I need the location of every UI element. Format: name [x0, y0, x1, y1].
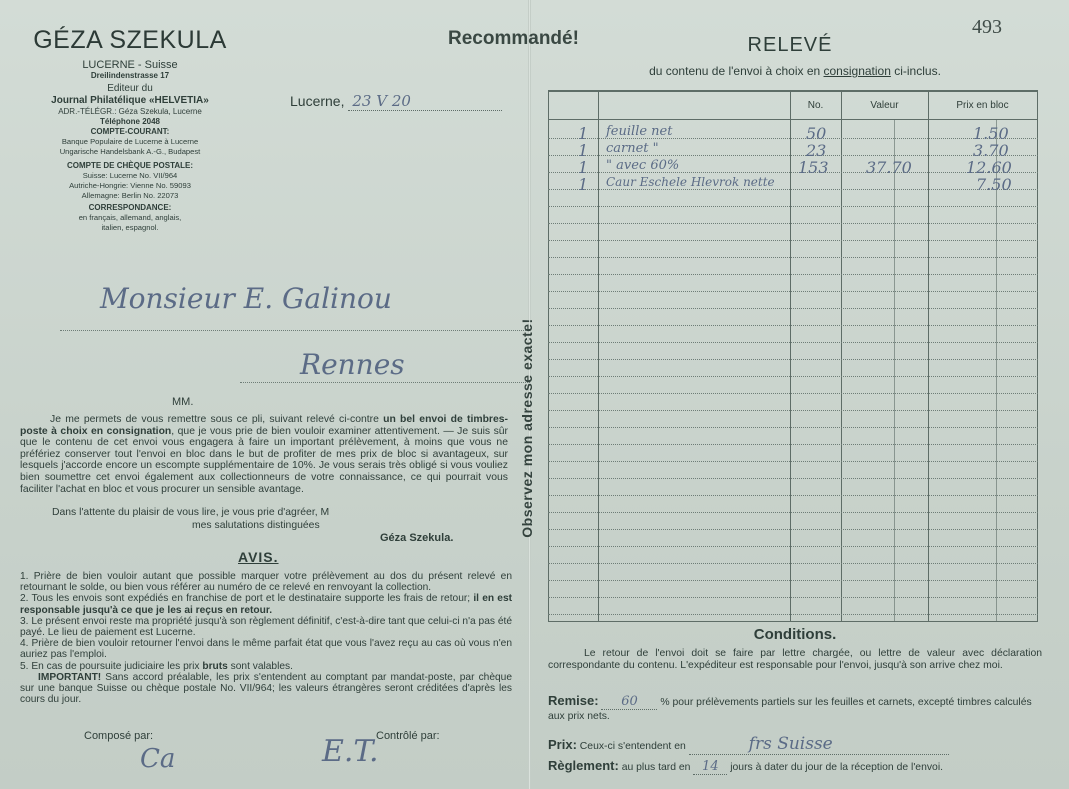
letter-closing-1: Dans l'attente du plaisir de vous lire, je vous prie d'agréer, M: [52, 507, 330, 518]
table-ruling-line: [548, 478, 1038, 479]
conditions-title: Conditions.: [753, 626, 837, 643]
table-ruling-line: [548, 410, 1038, 411]
letter-text-c: , que je vous prie de bien vouloir examiner attentivement. — Je suis sûr que le contenu de cet envoi vous engagera à faire un important prélèvement, à moins que vous ne préfériez conserver tout l'envoi en bloc dans le but de profiter de mes prix de bloc si avantageux, sur lesquels j'accorde encore un escompte supplémentaire de 10%. Je vous serais très obligé si vous vouliez bien soumettre cet envoi également aux collectionneurs de votre connaissance, ce qui pourrait vous faciliter l'achat en bloc et vous procurer un sensible avantage.: [20, 425, 508, 495]
compte-courant-2: Ungarische Handelsbank A.-G., Budapest: [59, 147, 201, 156]
table-ruling-line: [548, 512, 1038, 513]
col-header-valeur: Valeur: [870, 100, 899, 111]
avis-item-5-c: sont valables.: [227, 660, 293, 672]
table-ruling-line: [548, 325, 1038, 326]
letter-paragraph: [20, 414, 508, 495]
controle-handwritten: E.T.: [322, 734, 379, 769]
row-desc: " avec 60%: [606, 158, 680, 173]
serial-number: 493: [972, 16, 1002, 38]
avis-item-2-bold: il en est responsable jusqu'à ce que je les ai reçus en retour.: [20, 593, 513, 616]
table-row: [548, 158, 1038, 177]
remise-label: Remise:: [548, 693, 599, 708]
prix-label: Prix:: [548, 737, 577, 752]
avis-item-4: 4. Prière de bien vouloir retourner l'envoi dans le même parfait état que vous l'avez reçu au cas où vous n'en auriez pas l'emploi.: [20, 638, 512, 661]
reglement-text-b: jours à dater du jour de la réception de l'envoi.: [730, 762, 944, 773]
table-bottom-rule: [548, 621, 1038, 622]
table-ruling-line: [548, 291, 1038, 292]
editor-label: Editeur du: [107, 83, 153, 94]
subtitle-text-b: consignation: [823, 64, 891, 78]
signature-printed: Géza Szekula.: [380, 532, 454, 544]
avis-item-5-bold: bruts: [202, 660, 228, 672]
table-ruling-line: [548, 257, 1038, 258]
addressee-handwritten: Monsieur E. Galinou: [100, 282, 392, 315]
avis-item-3: 3. Le présent envoi reste ma propriété jusqu'à son règlement définitif, c'est-à-dire tant que celui-ci n'a pas été payé. Le lieu de paiement est Lucerne.: [20, 615, 512, 639]
conditions-text: Le retour de l'envoi doit se faire par lettre chargée, ou lettre de valeur avec déclaration correspondante du contenu. L'expéditeur est responsable pour l'envoi, jusqu'à son arrive chez moi.: [548, 648, 1042, 671]
company-name: GÉZA SZEKULA: [33, 26, 227, 54]
important-label: IMPORTANT!: [38, 671, 102, 683]
releve-subtitle: [560, 64, 1030, 78]
row-no: 153: [798, 158, 829, 177]
row-desc: carnet ": [606, 141, 659, 156]
row-desc: feuille net: [606, 124, 673, 139]
prix-line: [548, 734, 1042, 755]
table-ruling-line: [548, 563, 1038, 564]
correspondance-title: CORRESPONDANCE:: [88, 203, 172, 212]
table-ruling-line: [548, 597, 1038, 598]
table-ruling-line: [548, 393, 1038, 394]
letter-text-bold: un bel envoi de timbres-poste à choix en consignation: [20, 414, 508, 437]
table-ruling-line: [548, 240, 1038, 241]
date-line: [290, 92, 502, 111]
remise-handwritten: 60: [601, 695, 657, 710]
table-ruling-line: [548, 614, 1038, 615]
row-valeur: 37.70: [866, 158, 912, 177]
table-ruling-line: [548, 529, 1038, 530]
lucerne-label: Lucerne,: [290, 93, 345, 109]
table-ruling-line: [548, 427, 1038, 428]
reglement-handwritten: 14: [693, 759, 727, 775]
table-row: [548, 124, 1038, 143]
table-ruling-line: [548, 342, 1038, 343]
avis-item-2: [20, 593, 512, 615]
cheque-2: Autriche-Hongrie: Vienne No. 59093: [69, 181, 191, 190]
correspondance-1: en français, allemand, anglais,: [78, 213, 182, 222]
compose-label: Composé par:: [84, 730, 154, 742]
date-handwritten: 23 V 20: [348, 92, 502, 111]
table-top-rule: [548, 90, 1038, 92]
row-prix: 12.60: [966, 158, 1012, 177]
table-header-rule: [548, 119, 1038, 120]
remise-text: % pour prélèvements partiels sur les feuilles et carnets, excepté timbres calculés aux prix nets.: [548, 697, 1032, 722]
row-no: 50: [806, 124, 827, 143]
letter-text-a: Je me permets de vous remettre sous ce pli, suivant relevé ci-contre: [50, 414, 384, 425]
address-line-1: [60, 330, 530, 331]
table-ruling-line: [548, 308, 1038, 309]
releve-table: [548, 90, 1038, 622]
reglement-line: [548, 758, 1042, 775]
table-ruling-line: [548, 223, 1038, 224]
row-no: 23: [806, 141, 827, 160]
row-qty: 1: [578, 175, 589, 194]
address-line-2: [240, 382, 530, 383]
city-handwritten: Rennes: [300, 348, 405, 381]
recommande-label: Recommandé!: [448, 28, 579, 49]
row-desc: Caur Eschele Hlevrok nette: [606, 175, 775, 189]
row-prix: 3.70: [973, 141, 1009, 160]
compte-courant-title: COMPTE-COURANT:: [90, 127, 170, 136]
subtitle-text-c: ci-inclus.: [890, 64, 941, 78]
table-ruling-line: [548, 206, 1038, 207]
controle-label: Contrôlé par:: [376, 730, 440, 742]
reglement-text-a: au plus tard en: [621, 762, 691, 773]
table-row: [548, 175, 1038, 194]
row-prix: 7.50: [976, 175, 1012, 194]
row-qty: 1: [578, 141, 589, 160]
table-ruling-line: [548, 546, 1038, 547]
reglement-label: Règlement:: [548, 758, 619, 773]
company-city: LUCERNE - Suisse: [82, 59, 178, 71]
row-qty: 1: [578, 124, 589, 143]
prix-text: Ceux-ci s'entendent en: [579, 741, 686, 752]
col-header-no: No.: [807, 100, 824, 111]
compose-handwritten: Ca: [140, 744, 176, 774]
avis-list: [20, 571, 512, 705]
avis-item-2-text: 2. Tous les envois sont expédiés en franchise de port et le destinataire supporte les frais de retour;: [20, 593, 474, 605]
table-ruling-line: [548, 580, 1038, 581]
journal-name: Journal Philatélique «HELVETIA»: [51, 95, 209, 106]
remise-line: [548, 694, 1042, 724]
telephone: Téléphone 2048: [99, 117, 161, 126]
avis-item-1: 1. Prière de bien vouloir autant que possible marquer votre prélèvement au dos du présent relevé en retournant le solde, ou bien vous référer au numéro de ce relevé en renvoyant la collection.: [20, 571, 512, 594]
cheque-title: COMPTE DE CHÈQUE POSTALE:: [66, 161, 194, 170]
row-qty: 1: [578, 158, 589, 177]
subtitle-text-a: du contenu de l'envoi à choix en: [649, 64, 824, 78]
row-prix: 1.50: [973, 124, 1009, 143]
table-ruling-line: [548, 274, 1038, 275]
table-ruling-line: [548, 359, 1038, 360]
cheque-1: Suisse: Lucerne No. VII/964: [82, 171, 178, 180]
compte-courant-1: Banque Populaire de Lucerne à Lucerne: [61, 137, 199, 146]
table-ruling-line: [548, 495, 1038, 496]
important-notice: [20, 672, 512, 706]
prix-handwritten: frs Suisse: [689, 734, 949, 755]
correspondance-2: italien, espagnol.: [101, 223, 159, 232]
releve-title: RELEVÉ: [747, 34, 833, 56]
important-text: Sans accord préalable, les prix s'entendent au comptant par mandat-poste, par chèque sur une banque Suisse ou chèque postale No. VII/964; les valeurs étrangères seront créditées d'après les cours du jour.: [20, 671, 512, 706]
company-street: Dreilindenstrasse 17: [90, 71, 170, 80]
letter-closing-2: mes salutations distinguées: [192, 520, 320, 531]
telegram-address: ADR.-TÉLÉGR.: Géza Szekula, Lucerne: [58, 107, 202, 116]
table-row: [548, 141, 1038, 160]
avis-item-5-a: 5. En cas de poursuite judiciaire les prix: [20, 660, 203, 672]
table-ruling-line: [548, 461, 1038, 462]
avis-title: AVIS.: [238, 549, 279, 565]
table-ruling-line: [548, 444, 1038, 445]
table-ruling-line: [548, 376, 1038, 377]
letterhead: [10, 26, 250, 233]
cheque-3: Allemagne: Berlin No. 22073: [81, 191, 179, 200]
avis-item-5: [20, 661, 512, 672]
salutation-mm: MM.: [172, 396, 194, 408]
col-header-prix: Prix en bloc: [956, 100, 1009, 111]
vertical-address-note: Observez mon adresse exacte!: [519, 318, 535, 538]
